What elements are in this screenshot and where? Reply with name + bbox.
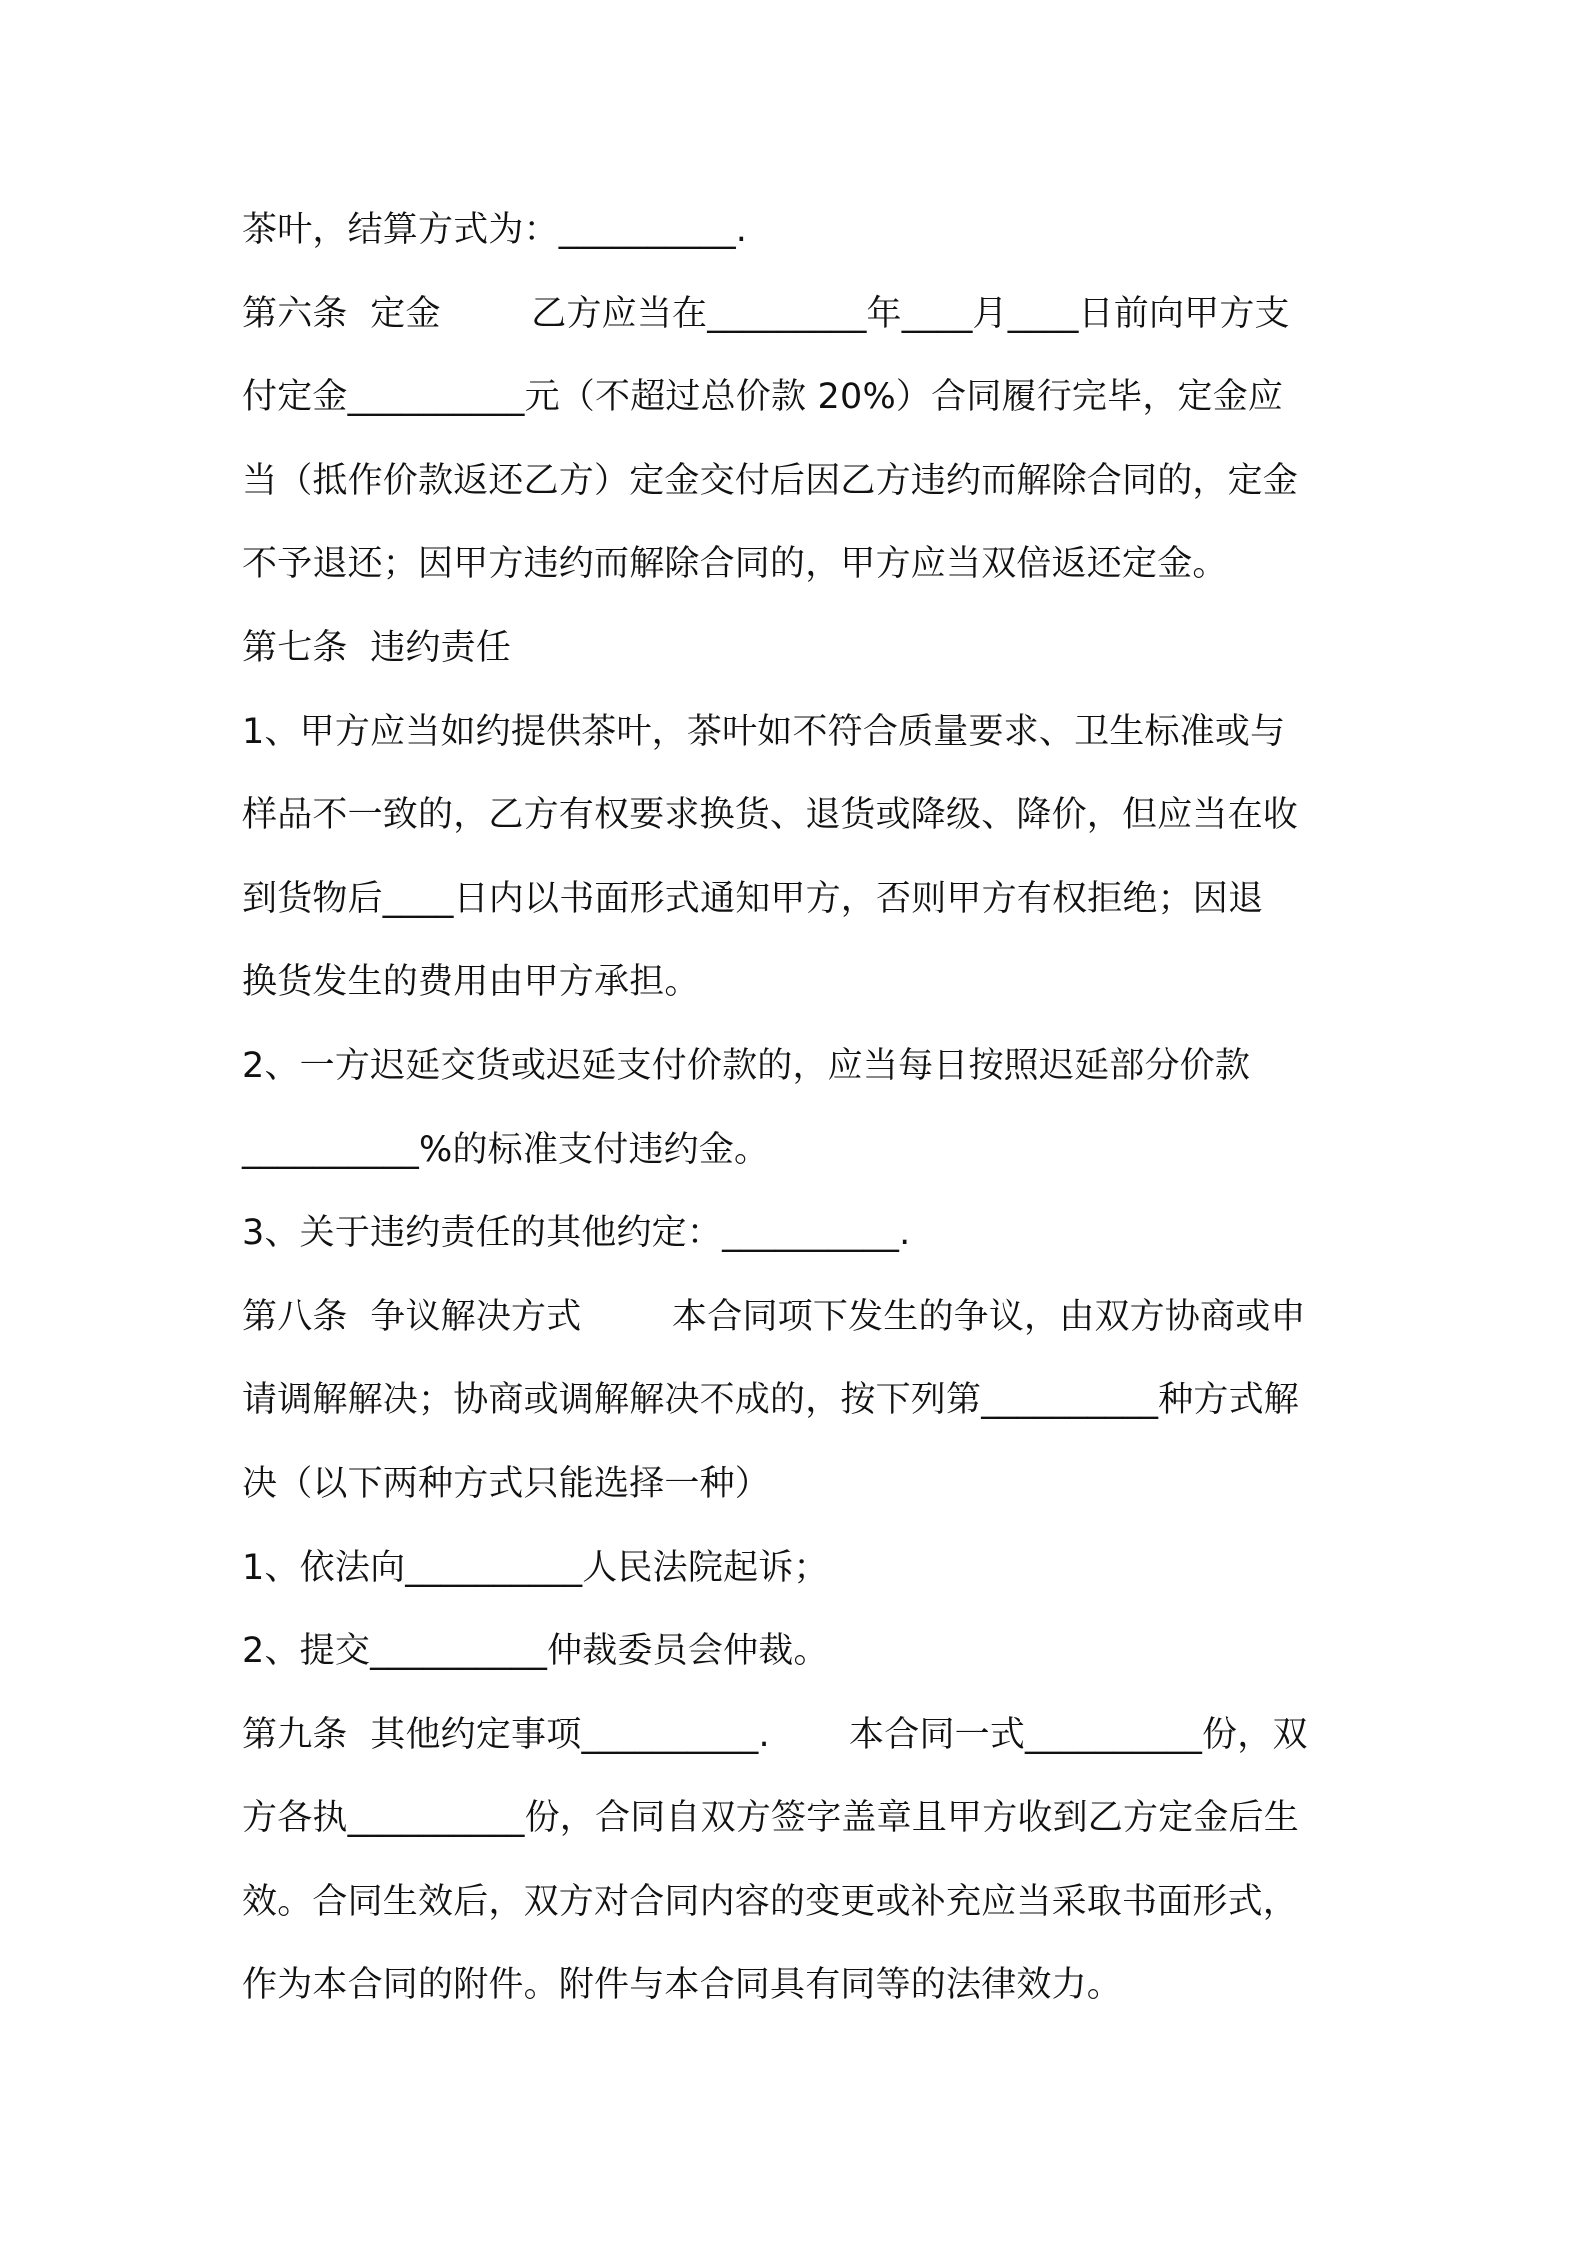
text-line: 决（以下两种方式只能选择一种） xyxy=(242,1464,771,1504)
text-line: 不予退还；因甲方违约而解除合同的，甲方应当双倍返还定金。 xyxy=(242,544,1228,584)
text-line: 付定金__________元（不超过总价款 20%）合同履行完毕，定金应 xyxy=(242,377,1284,417)
text-line: 3、关于违约责任的其他约定：__________. xyxy=(242,1213,911,1253)
article-7-heading: 第七条 违约责任 xyxy=(242,628,512,668)
text-line: 当（抵作价款返还乙方）定金交付后因乙方违约而解除合同的，定金 xyxy=(242,461,1299,501)
text-line: 方各执__________份，合同自双方签字盖章且甲方收到乙方定金后生 xyxy=(242,1798,1300,1838)
text-line: 2、一方迟延交货或迟延支付价款的，应当每日按照迟延部分价款 xyxy=(242,1046,1251,1086)
text-line: 样品不一致的，乙方有权要求换货、退货或降级、降价，但应当在收 xyxy=(242,795,1299,835)
text-line: 效。合同生效后，双方对合同内容的变更或补充应当采取书面形式， xyxy=(242,1882,1299,1922)
text-line: 2、提交__________仲裁委员会仲裁。 xyxy=(242,1631,829,1671)
article-8-heading-line: 第八条 争议解决方式 本合同项下发生的争议，由双方协商或申 xyxy=(242,1297,1306,1337)
article-6-heading-line: 第六条 定金 乙方应当在_________年____月____日前向甲方支 xyxy=(242,294,1290,334)
text-line: 到货物后____日内以书面形式通知甲方，否则甲方有权拒绝；因退 xyxy=(242,879,1264,919)
text-line: 1、依法向__________人民法院起诉； xyxy=(242,1548,829,1588)
text-line: 作为本合同的附件。附件与本合同具有同等的法律效力。 xyxy=(242,1965,1123,2005)
text-line: 换货发生的费用由甲方承担。 xyxy=(242,962,700,1002)
text-line: 1、甲方应当如约提供茶叶，茶叶如不符合质量要求、卫生标准或与 xyxy=(242,712,1286,752)
text-line: __________%的标准支付违约金。 xyxy=(242,1130,770,1170)
text-line: 请调解解决；协商或调解解决不成的，按下列第__________种方式解 xyxy=(242,1380,1300,1420)
article-9-heading-line: 第九条 其他约定事项__________. 本合同一式__________份，双 xyxy=(242,1715,1308,1755)
text-line: 茶叶，结算方式为：__________. xyxy=(242,210,748,250)
